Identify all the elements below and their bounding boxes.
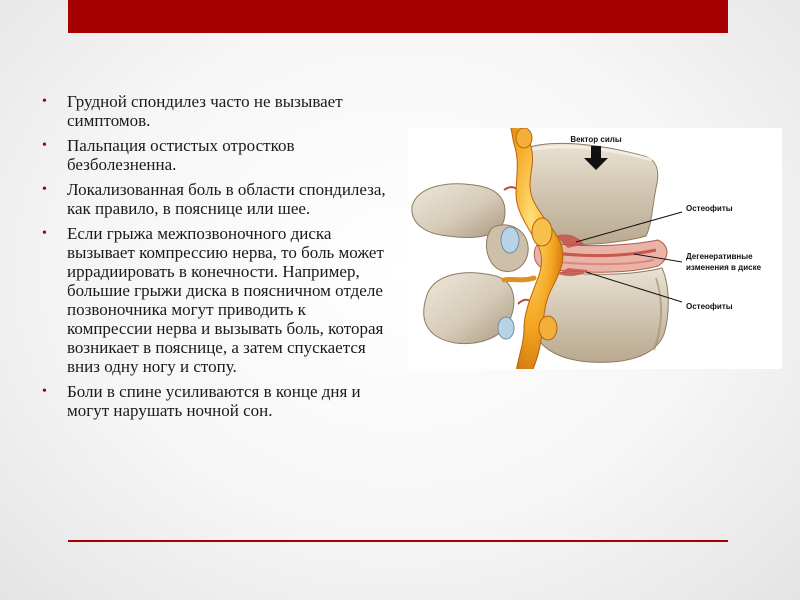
degenerative-label-line1: Дегенеративные (686, 252, 753, 261)
bullet-item (40, 224, 392, 376)
bullet-item (40, 382, 392, 420)
bullet-icon: • (42, 94, 47, 109)
bullet-item (40, 180, 392, 218)
bullet-icon: • (42, 138, 47, 153)
bullet-item (40, 136, 392, 174)
footer-rule (68, 540, 728, 542)
bullet-icon: • (42, 384, 47, 399)
spine-illustration (408, 128, 782, 369)
bullet-text: Грудной спондилез часто не вызывает симптомов. (67, 92, 343, 130)
bullet-text: Боли в спине усиливаются в конце дня и могут нарушать ночной сон. (67, 382, 361, 420)
force-vector-label: Вектор силы (570, 135, 622, 144)
spine-svg (408, 128, 782, 369)
header-bar (68, 0, 728, 33)
degenerative-label-line2: изменения в диске (686, 263, 762, 272)
bullet-item (40, 92, 392, 130)
bullet-text: Пальпация остистых отростков безболезненна. (67, 136, 295, 174)
osteophytes-label-top: Остеофиты (686, 204, 733, 213)
osteophytes-label-bottom: Остеофиты (686, 302, 733, 311)
bullet-text: Локализованная боль в области спондилеза, как правило, в пояснице или шее. (67, 180, 386, 218)
bullet-list (40, 92, 392, 426)
bullet-icon: • (42, 226, 47, 241)
bullet-icon: • (42, 182, 47, 197)
bullet-text: Если грыжа межпозвоночного диска вызывает компрессию нерва, то боль может иррадиировать в конечности. Например, большие грыжи диска в поясничном отделе позвоночника могут приводить к компрессии нерва и вызывать боль, которая возникает в пояснице, а затем спускается вниз одну ногу и стопу. (67, 224, 384, 376)
